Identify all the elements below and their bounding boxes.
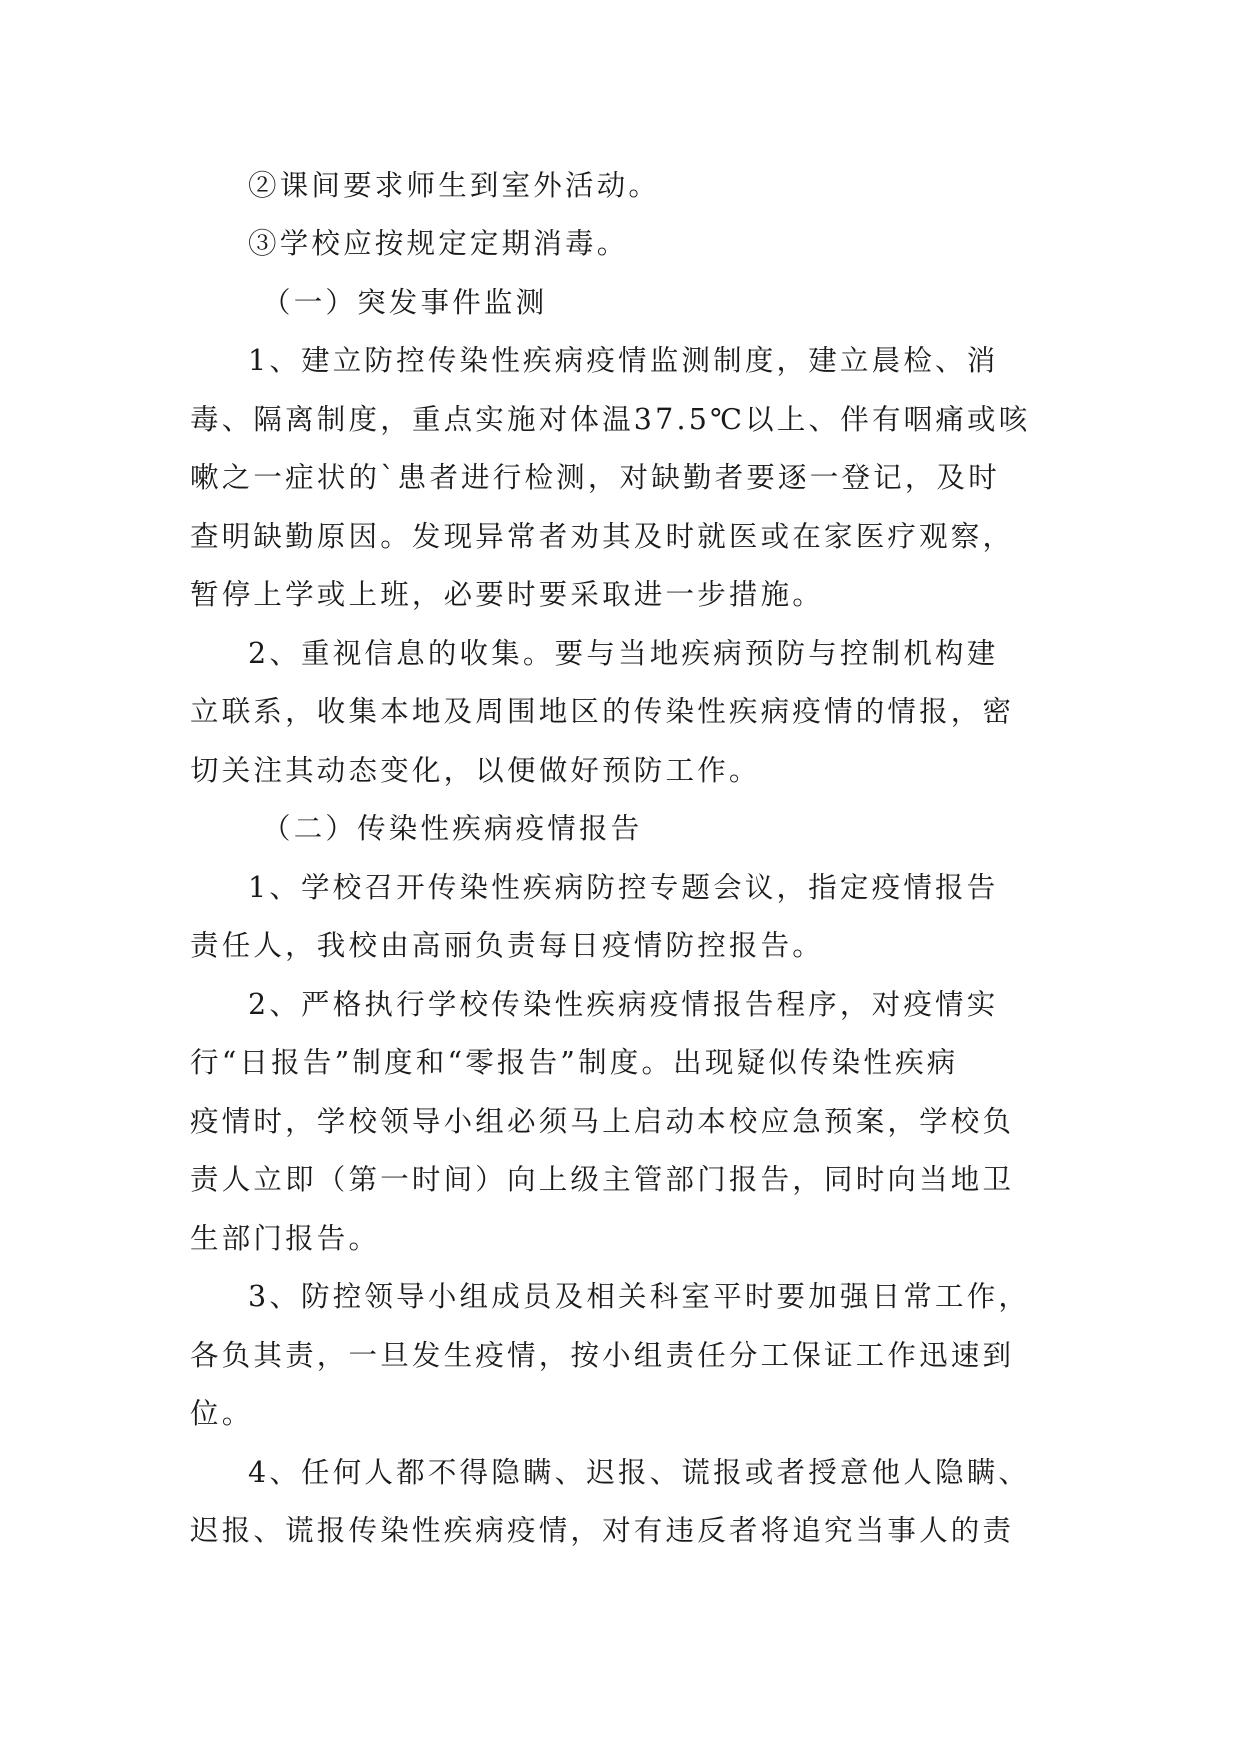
paragraph-line: 1、学校召开传染性疾病防控专题会议，指定疫情报告	[248, 871, 999, 904]
paragraph-line: 暂停上学或上班，必要时要采取进一步措施。	[190, 578, 825, 611]
paragraph-line: 责人立即（第一时间）向上级主管部门报告，同时向当地卫	[190, 1163, 1015, 1196]
paragraph-line: 疫情时，学校领导小组必须马上启动本校应急预案，学校负	[190, 1105, 1015, 1138]
paragraph-line: 位。	[190, 1397, 254, 1430]
paragraph-line: 毒、隔离制度，重点实施对体温37.5℃以上、伴有咽痛或咳	[190, 403, 1031, 436]
paragraph-line: 4、任何人都不得隐瞒、迟报、谎报或者授意他人隐瞒、	[248, 1456, 1031, 1489]
paragraph-line: 迟报、谎报传染性疾病疫情，对有违反者将追究当事人的责	[190, 1514, 1015, 1547]
paragraph-line: 1、建立防控传染性疾病疫情监测制度，建立晨检、消	[248, 344, 999, 377]
paragraph-line: 3、防控领导小组成员及相关科室平时要加强日常工作，	[248, 1280, 1031, 1313]
paragraph-line: 各负其责，一旦发生疫情，按小组责任分工保证工作迅速到	[190, 1339, 1015, 1372]
paragraph-line: 2、严格执行学校传染性疾病疫情报告程序，对疫情实	[248, 988, 999, 1021]
paragraph-line: 查明缺勤原因。发现异常者劝其及时就医或在家医疗观察，	[190, 520, 1015, 553]
paragraph-line: 立联系，收集本地及周围地区的传染性疾病疫情的情报，密	[190, 695, 1015, 728]
section-heading: （二）传染性疾病疫情报告	[262, 812, 643, 845]
paragraph-line: 2、重视信息的收集。要与当地疾病预防与控制机构建	[248, 637, 999, 670]
section-heading: （一）突发事件监测	[262, 286, 548, 319]
paragraph-line: 责任人，我校由高丽负责每日疫情防控报告。	[190, 929, 825, 962]
paragraph-line: 嗽之一症状的`患者进行检测，对缺勤者要逐一登记，及时	[190, 461, 1000, 494]
list-item: ②课间要求师生到室外活动。	[248, 169, 661, 202]
list-item: ③学校应按规定定期消毒。	[248, 227, 629, 260]
paragraph-line: 切关注其动态变化，以便做好预防工作。	[190, 754, 761, 787]
paragraph-line: 生部门报告。	[190, 1222, 381, 1255]
paragraph-line: 行“日报告”制度和“零报告”制度。出现疑似传染性疾病	[190, 1046, 959, 1079]
